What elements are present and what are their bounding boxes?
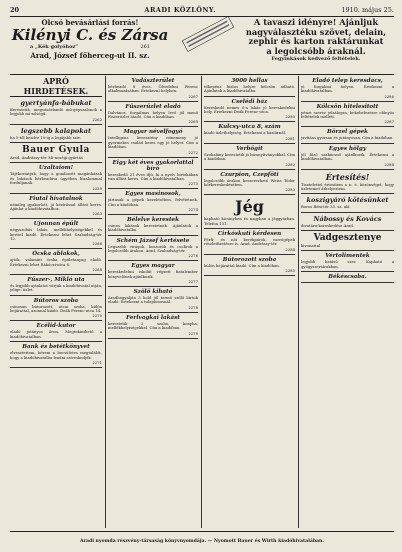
ad-body: legjobb hatású szer. Kapható a gyógyszertárakban. [301, 259, 394, 269]
classified-ad [204, 78, 295, 97]
ad-number: 2272 [188, 149, 198, 155]
column-divider [298, 76, 299, 528]
column-4 [301, 76, 394, 528]
ad-body: kerestetik 2 szoba, konyha, mellékhelyiségekkel. Cím a kiadóban. [108, 320, 198, 331]
footer-rule [10, 531, 394, 532]
ad-body: Aradhegyalján 3 hold jól termő szőlő birtok eladó. Értekezni a tulajdonosnál. [108, 295, 198, 305]
classified-ad [10, 221, 102, 249]
banner-r-l2: nagyválasztéku szövet, delain, [245, 26, 387, 37]
ad-separator [204, 228, 295, 229]
classified-ad [204, 99, 295, 123]
column-3 [204, 76, 295, 528]
ad-separator [204, 143, 295, 144]
banner-address: Arad, József főherceg-ut II. sz. [30, 51, 150, 60]
stamp-graphic [178, 10, 238, 58]
ad-number: 2268 [92, 267, 102, 273]
ad-heading: Bútorozott szoba [222, 256, 277, 263]
ad-heading: Békéscsaba. [328, 274, 367, 281]
ad-body: jól főző szakácsnő ajánlkozik. Értekezni a kiadóhivatalban. [301, 151, 394, 162]
ad-heading: gyertyánfa-bábukat [20, 99, 92, 107]
ad-number: 2271 [92, 359, 102, 365]
banner-r-l3: zephir és karton raktárunkat [248, 36, 384, 46]
classified-ad [108, 78, 198, 102]
ad-heading: Schém Jázsef kertésete [116, 237, 190, 244]
ad-separator [108, 214, 198, 215]
ad-body: Szobalány kerestetik jó bizonyítványokkal. Cím a kiadóban. [204, 151, 295, 162]
ad-separator [10, 124, 102, 125]
ad-number: 2273 [188, 181, 198, 187]
ad-body: négyszobás lakás, mellékhelyiségekkel és kerttel kiadó. Értekezni lehet Szabadság-tér 12. [10, 227, 102, 241]
ad-body: Kereskedő nemes ő-a lakás jó kereskedelmi hely. Értekezni Deák Ferenc-utca. [204, 104, 295, 115]
ad-separator [10, 248, 102, 249]
ad-body: Boros Béni-tér 33. sz. alá [301, 204, 350, 210]
ad-separator [301, 271, 394, 272]
ad-body: kereskedő 21 éves ifjú, ki a nyelv birtokában van állást keres. Cím a kiadóhivatalban. [108, 171, 198, 181]
classified-ad [10, 127, 102, 143]
ad-heading: Egyes hölgy [328, 145, 367, 152]
ad-separator [204, 96, 295, 97]
ad-body: kapható kicsinyben és nagyban a jéggyárban. Telefon 131. [204, 216, 295, 226]
page-number: 20 [10, 6, 20, 14]
ad-separator [10, 274, 102, 275]
ad-number: 2279 [188, 330, 198, 336]
ad-number: 2266 [92, 241, 102, 247]
ad-body: bérbeadó 8 éves. Ölvedelmi Ferenc alkalmazásában. Értekezni helyben. [108, 84, 198, 94]
ad-number: 2282 [285, 161, 295, 167]
ad-separator [10, 218, 102, 219]
issue-date: 1910. május 25. [341, 6, 394, 14]
ad-heading: Vértolimentek [325, 253, 370, 260]
ad-separator [301, 282, 394, 283]
classified-ad [301, 233, 394, 251]
ad-heading: Értesítés! [325, 171, 370, 182]
ad-separator [108, 338, 198, 339]
ad-body: Arad, Andrássy-tér. Mi-noségi gyártás [10, 155, 83, 161]
ad-heading: Nábossy és Kovács [313, 214, 382, 223]
ad-body: eladó jutányos áron. Megtekinthető a kiadóhivatalban. [10, 329, 102, 339]
ad-number: 2278 [188, 304, 198, 310]
ad-heading: Bank és betétkönyvet [22, 344, 90, 351]
ad-number: 2259 [92, 185, 102, 191]
ad-number: 2288 [384, 161, 394, 167]
ad-heading: Cselédi ház [231, 98, 268, 105]
classified-ad [108, 289, 198, 313]
ad-separator [10, 142, 102, 143]
ad-heading: Fiutal hivatalnok [29, 195, 83, 202]
ad-body: Kerestetik, megvásárlandó mű-gépszalonok a legjobb mi-nőségű. [10, 107, 102, 117]
classified-ad [108, 104, 198, 128]
ad-heading: Cirkóskuti kérdesen [217, 230, 282, 237]
ad-body: és legjobb ajánlatot várjuk a kiadóhivatal utján, jelige: üzlet. [10, 283, 102, 293]
ad-heading: Czurpion, Czepföti [220, 171, 279, 178]
ad-body: kereskedelmi iskolát végzett fiatalember könyvelőnek ajánlkozik. [108, 269, 198, 279]
ad-number: 2286 [384, 93, 394, 99]
classified-ad [301, 78, 394, 102]
ad-separator [204, 194, 295, 195]
classified-ad [204, 197, 295, 229]
ad-separator [301, 212, 394, 213]
classified-ad [108, 238, 198, 262]
ad-separator [301, 126, 394, 127]
ad-body: kiadó üzlethelyiség. Értekezni a háziúrnál. [204, 130, 287, 136]
classified-ad [108, 263, 198, 287]
ad-body: ajtók, valamint ócska épületanyag eladó. Értekezni lehet Rákóczi-utca 8. [10, 257, 102, 267]
ad-separator [108, 260, 198, 261]
ad-heading: Egyes magyar [131, 263, 175, 270]
classified-ad [301, 129, 394, 143]
classified-ad [301, 172, 394, 195]
ad-body: Tisztelettel értesítem a n. é. közönséget, hogy üzletemet áthelyeztem. [301, 181, 394, 191]
ad-separator [10, 295, 102, 296]
classified-ad [301, 196, 394, 212]
ad-body: némileg gyakorlott, jó kézírással állást keres. Ajánlat a kiadóhivatalhoz. [10, 201, 102, 211]
ad-body: jártasak a gépek kezelésében, felvétetnek. Cím a kiadóban. [108, 197, 198, 207]
ad-separator [108, 126, 198, 127]
ad-heading: Bútoros szoba [33, 297, 79, 304]
ad-body: Legszebb virágok, koszorúk és csokrok a legolcsóbb árakon. Arad, Szabadság-tér. [108, 243, 198, 254]
ad-body: kivonattal [301, 242, 321, 248]
ad-heading: Fűszer-, Mikló uta [27, 277, 85, 284]
ad-heading: Vadgesztenye [313, 232, 382, 243]
banner-kilenyi [10, 18, 170, 72]
ad-separator [301, 193, 394, 194]
column-1 [10, 76, 102, 528]
classified-ad [204, 124, 295, 143]
ad-heading: Kölcsön hitelesitott [316, 103, 379, 110]
ad-separator [108, 101, 198, 102]
ad-number: 2285 [285, 268, 295, 274]
ad-body: külön bejárattal kiadó. Cím a kiadóban. [204, 262, 280, 268]
banner-tavaszi [238, 18, 394, 72]
classified-ad [108, 315, 198, 339]
ad-number: 2284 [285, 246, 295, 252]
ad-body: tőkepénz biztos helyre kölcsön adható. Ajánlatok a kiadóhivatalba. [204, 84, 295, 94]
banner-line3: a „Kék golyóhoz” [30, 44, 79, 50]
classified-ad [301, 274, 394, 283]
ad-separator [10, 341, 102, 342]
classified-ad [10, 344, 102, 368]
banner-company-name: Kilényi C. és Zársa [11, 26, 169, 44]
column-divider [201, 76, 202, 528]
ad-number: 2263 [92, 211, 102, 217]
ad-number: 2270 [92, 313, 102, 319]
ad-number: 2267 [188, 93, 198, 99]
column-divider [105, 76, 106, 528]
ad-heading: Bélelve kerestek [127, 216, 179, 223]
ad-number: 2274 [188, 206, 198, 212]
ad-body: javítása gyorsan és jutányosan. Cím a kiadóban. [301, 135, 394, 141]
ad-heading: Bauer Gyula [22, 145, 90, 156]
ad-heading: Börzel gépek [326, 129, 369, 136]
ad-number: 2277 [188, 279, 198, 285]
classified-ad [301, 215, 394, 231]
ad-body: ha 5-től kezdve 10-ig a legújabb sziv. [10, 134, 81, 140]
ad-body: legolcsóbb árakon beszerezhető Weiss Tódor bőrkereskedésében. [204, 177, 295, 187]
ad-number: 2262 [92, 116, 102, 122]
classified-ad [108, 191, 198, 215]
ad-heading: Eladó telep keresdacs, [312, 78, 383, 84]
ad-separator [301, 169, 394, 170]
ad-separator [204, 254, 295, 255]
classified-ad [10, 196, 102, 220]
ad-separator [10, 367, 102, 368]
ad-heading: Uzaltaiom! [38, 165, 74, 172]
column-2 [108, 76, 198, 528]
ad-separator [301, 101, 394, 102]
ad-separator [108, 157, 198, 158]
ad-separator [301, 250, 394, 251]
ad-heading: 3000 hellas [231, 78, 268, 84]
ad-body: jó forgalmú helyen. Értekezni a kiadóhivatalban. [301, 84, 394, 94]
ad-separator [204, 169, 295, 170]
ad-separator [108, 312, 198, 313]
classified-ad [10, 165, 102, 193]
ad-body: Intelligens keresztény nőnemeny jó gyermekes család keres egy jó helyet. Cím a kiadóban. [108, 135, 198, 150]
ad-heading: Fűszerüzlet eladó [125, 103, 181, 110]
classified-ad [10, 145, 102, 163]
diagonal-stamp [178, 10, 238, 58]
classified-ad [10, 277, 102, 296]
banner-line1: Olcsó bevásárlási forrás! [41, 18, 139, 27]
paper-title: ARADI KÖZLÖNY. [144, 6, 216, 14]
ad-heading: koszigyáró kötésünket [306, 196, 389, 205]
ad-heading: Kulcsy-utca 8, szám [218, 124, 281, 131]
classified-ad [108, 160, 198, 190]
ad-heading: Szölő kiható [133, 289, 173, 296]
ad-body: Dalvános, forgalmas helyen levő jól menő fűszerüzlet átadó. Cím a kiadóban. [108, 109, 198, 120]
ad-heading: Eigy két éves gyakorlattal bíró [112, 159, 194, 172]
ad-separator [108, 235, 198, 236]
banner-rule [10, 74, 394, 75]
ad-body: Férfi- és női kerékpárok, varrógépek részletfizetésre is. Arad, Andrássy-tér. [204, 236, 295, 247]
ad-number: 2269 [188, 119, 198, 125]
classified-ad [108, 217, 198, 236]
page-footer: Aradi nyomda részvény-társaság könyvnyomdája. — Nyomott Bauer és Wirth kiadóhivatalában. [80, 539, 324, 544]
ad-number: 2280 [285, 114, 295, 120]
classified-ad [10, 251, 102, 275]
classified-ad [10, 99, 102, 125]
banner-r-l1: A tavaszi idényre! Ajánljuk [253, 18, 379, 27]
banner-r-l4: a legolcsóbb áraknál. [266, 45, 366, 56]
ad-heading: Magyar névelfogyó [123, 129, 183, 136]
ad-body: divatáru-kereskedése Arad. [301, 222, 355, 228]
ad-body: Tájékoztatjuk, hogy a gondozott magánházak és lakások bérbeadása ügyében bizalommal forduljanak. [10, 171, 102, 186]
ad-separator [204, 275, 295, 276]
classified-ad [204, 146, 295, 170]
ad-heading: Jég [235, 197, 264, 217]
ad-body: elvesztettem, kérem a becsületes megtalálót, hogy a kiadóhivatalba leadni szíveskedjék. [10, 350, 102, 360]
classified-ad [204, 231, 295, 255]
ad-heading: Ecélid-kutor [36, 323, 76, 330]
ad-separator [301, 143, 394, 144]
ad-separator [301, 230, 394, 231]
ad-heading: legszebb kalapokat [21, 126, 91, 135]
ad-number: 2281 [285, 135, 295, 141]
ad-number: 2287 [384, 119, 394, 125]
banner-r-l5: Fegyinkások kedvező feltételek. [271, 56, 361, 62]
classified-ad [204, 172, 295, 196]
ad-body: csinos lakások kerestetnek. Ajánlatok a kiadóhivatalba. [108, 222, 198, 233]
ad-body: pénzt szerez jelzálogra, bekebelezésre előnyös feltételek mellett. [301, 109, 394, 120]
ad-heading: Ócska ablakok, [32, 251, 80, 258]
ad-heading: Ujonnan épült [33, 221, 79, 228]
classified-ad [10, 298, 102, 322]
classified-ad [301, 146, 394, 170]
banner-number: 261 [140, 44, 150, 50]
ad-separator [10, 162, 102, 163]
ad-separator [108, 286, 198, 287]
classified-ad [10, 323, 102, 342]
ad-separator [10, 320, 102, 321]
ad-body: csinosan bútorozott, utcai szoba, külön bejárattal, azonnal kiadó. Deák Ferenc-utca 14. [10, 303, 102, 314]
ad-number: 2283 [285, 187, 295, 193]
ad-separator [204, 121, 295, 122]
ad-separator [10, 193, 102, 194]
ad-separator [108, 188, 198, 189]
section-heading: APRÓ HIRDETÉSEK. [10, 76, 102, 97]
classified-ad [108, 129, 198, 157]
ad-heading: Egyes masinosok, [125, 191, 181, 198]
ad-heading: Vadászterület [131, 78, 175, 84]
classified-ad [204, 257, 295, 276]
ad-heading: Verbögit [236, 145, 263, 152]
classified-ad [301, 253, 394, 272]
ad-heading: Ferlvagkai lakást [126, 314, 180, 321]
classified-ad [301, 104, 394, 128]
ad-number: 2276 [188, 253, 198, 259]
